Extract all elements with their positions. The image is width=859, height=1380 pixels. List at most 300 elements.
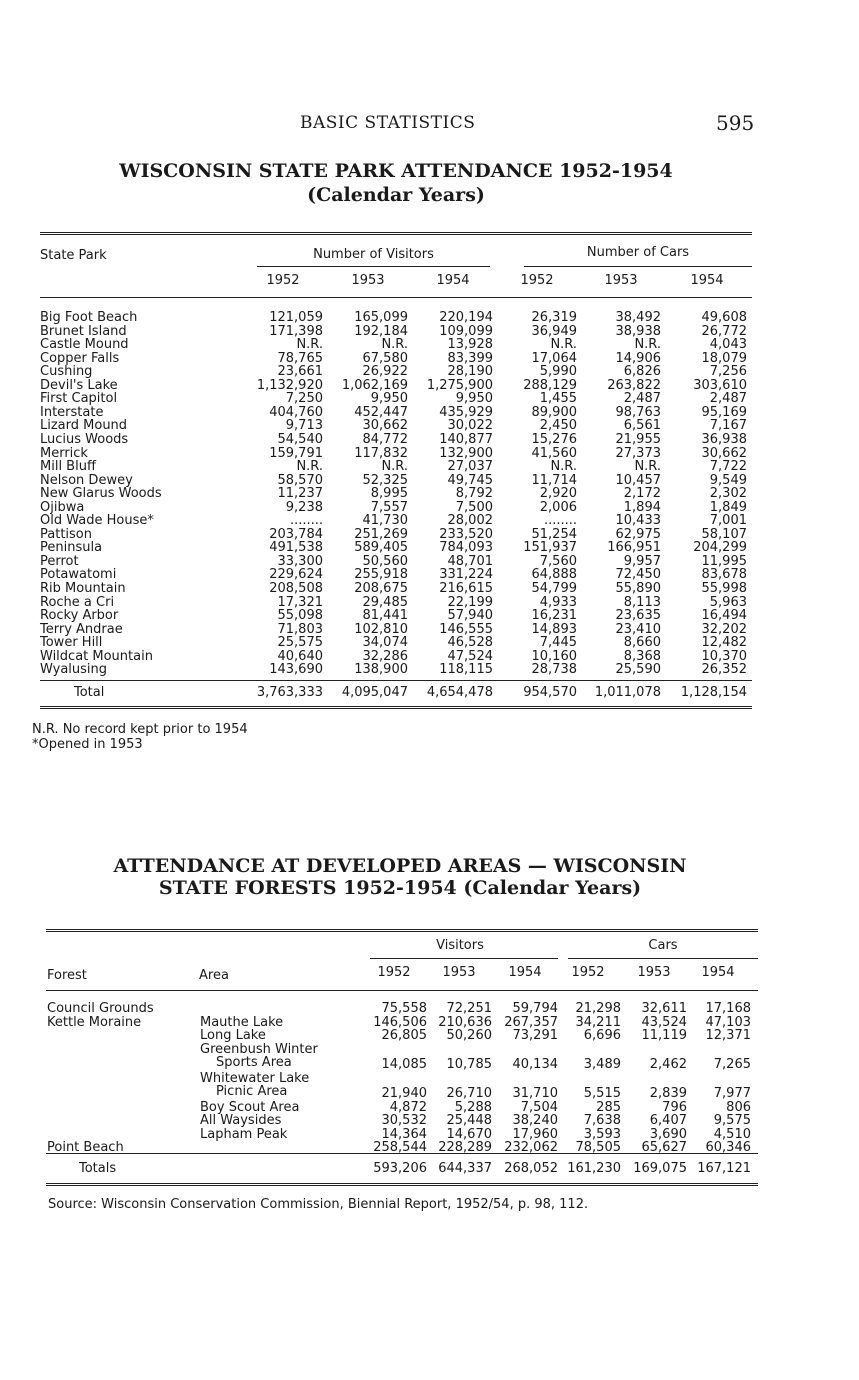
table-cell: 55,098	[277, 608, 323, 624]
table-cell: 1,132,920	[256, 377, 323, 393]
table-cell: 192,184	[354, 323, 408, 339]
table-cell: 48,701	[447, 553, 493, 569]
table1-total-cell: 954,570	[523, 685, 577, 700]
table-cell: 10,370	[701, 648, 747, 664]
forest-name: Kettle Moraine	[47, 1014, 142, 1030]
table-cell: 67,580	[362, 350, 408, 366]
table-cell: 452,447	[354, 404, 408, 420]
table1-total-cell: 3,763,333	[256, 685, 323, 700]
table-cell: 263,822	[607, 377, 661, 393]
table2-year-header: 1954	[508, 965, 542, 980]
table1-year-header: 1952	[520, 273, 554, 288]
table2-group-visitors: Visitors	[436, 938, 484, 953]
table-cell: 9,575	[713, 1113, 751, 1128]
table-cell: 208,675	[354, 581, 408, 596]
table-cell: 23,661	[277, 364, 323, 380]
table-cell: 303,610	[693, 377, 747, 393]
table-cell: 7,557	[370, 499, 408, 515]
table-cell: 11,119	[641, 1028, 687, 1043]
table-cell: 6,826	[623, 364, 661, 380]
table-cell: 49,745	[447, 472, 493, 488]
table-cell: 10,160	[531, 648, 577, 664]
table-cell: 102,810	[354, 621, 408, 637]
table-cell: 28,738	[531, 662, 577, 678]
park-name: Big Foot Beach	[40, 310, 138, 325]
table-cell: 33,300	[277, 553, 323, 569]
table-cell: N.R.	[296, 459, 323, 475]
table-cell: 118,115	[439, 662, 493, 678]
table-cell: 435,929	[439, 404, 493, 420]
table-cell: 7,167	[709, 418, 747, 434]
table1-total-cell: 4,095,047	[341, 685, 408, 700]
table-cell: 26,710	[446, 1086, 492, 1101]
table-cell: 1,849	[709, 499, 747, 515]
park-name: Wyalusing	[40, 662, 108, 678]
area-name-continued: Picnic Area	[216, 1084, 288, 1099]
table1-note-nr: N.R. No record kept prior to 1954	[32, 722, 248, 737]
table2-year-header: 1953	[442, 965, 476, 980]
table-cell: 9,950	[370, 391, 408, 407]
table-cell: 55,998	[701, 581, 747, 596]
table-cell: 146,555	[439, 621, 493, 637]
table-cell: 109,099	[439, 323, 493, 339]
table-cell: 1,275,900	[426, 377, 493, 393]
table1-total-cell: 4,654,478	[426, 685, 493, 700]
table-cell: N.R.	[634, 337, 661, 353]
table-cell: ........	[543, 513, 577, 529]
table-cell: N.R.	[381, 337, 408, 353]
table-cell: 229,624	[269, 567, 323, 583]
area-name-continued: Sports Area	[216, 1055, 292, 1070]
table-cell: 7,001	[709, 513, 747, 529]
park-name: Brunet Island	[40, 323, 127, 339]
table-cell: 34,211	[575, 1014, 621, 1030]
table2-title-line2: STATE FORESTS 1952-1954 (Calendar Years)	[158, 877, 642, 899]
park-name: Tower Hill	[40, 635, 103, 651]
park-name: Ojibwa	[40, 499, 85, 515]
table-cell: 15,276	[531, 431, 577, 447]
table-cell: 5,963	[709, 594, 747, 610]
table-cell: 6,561	[623, 418, 661, 434]
table-cell: 65,627	[641, 1140, 687, 1155]
table-cell: 255,918	[354, 567, 408, 583]
table-cell: 16,494	[701, 608, 747, 624]
park-name: Peninsula	[40, 540, 103, 556]
table-cell: 7,256	[709, 364, 747, 380]
park-name: Roche a Cri	[40, 594, 115, 610]
table-cell: 8,792	[455, 486, 493, 502]
table-cell: 132,900	[439, 445, 493, 461]
table-cell: 216,615	[439, 581, 493, 596]
table-cell: 1,455	[539, 391, 577, 407]
table-cell: 14,085	[381, 1057, 427, 1072]
table-cell: 5,288	[454, 1099, 492, 1115]
table-cell: 34,074	[362, 635, 408, 651]
table-cell: 8,660	[623, 635, 661, 651]
table-cell: 25,448	[446, 1113, 492, 1128]
table2-total-cell: 593,206	[373, 1161, 427, 1176]
table-cell: 204,299	[693, 540, 747, 556]
park-name: Castle Mound	[40, 337, 129, 353]
table-cell: 8,995	[370, 486, 408, 502]
table-cell: 46,528	[447, 635, 493, 651]
table-cell: 806	[726, 1099, 751, 1115]
table-cell: 208,508	[269, 581, 323, 596]
table-cell: N.R.	[296, 337, 323, 353]
area-name: Long Lake	[200, 1028, 266, 1043]
table-cell: 121,059	[269, 310, 323, 325]
table-cell: 143,690	[269, 662, 323, 678]
table-cell: 84,772	[362, 431, 408, 447]
table1-total-label: Total	[74, 685, 105, 700]
table-cell: 210,636	[438, 1014, 492, 1030]
table-cell: N.R.	[550, 337, 577, 353]
table-cell: 10,457	[615, 472, 661, 488]
table-cell: 7,445	[539, 635, 577, 651]
table-cell: 7,722	[709, 459, 747, 475]
table-cell: 6,696	[583, 1028, 621, 1043]
table-cell: 21,940	[381, 1086, 427, 1101]
table-cell: 29,485	[362, 594, 408, 610]
table-cell: ........	[289, 513, 323, 529]
table1-bottom-rule	[40, 706, 752, 709]
table-cell: 14,906	[615, 350, 661, 366]
table-cell: 11,995	[701, 553, 747, 569]
table-cell: 220,194	[439, 310, 493, 325]
table-cell: 49,608	[701, 310, 747, 325]
park-name: New Glarus Woods	[40, 486, 162, 502]
table-cell: 17,321	[277, 594, 323, 610]
table-cell: 159,791	[269, 445, 323, 461]
table-cell: 251,269	[354, 526, 408, 542]
park-name: Perrot	[40, 553, 79, 569]
table1-year-header: 1954	[690, 273, 724, 288]
park-name: Interstate	[40, 404, 104, 420]
table-cell: 71,803	[277, 621, 323, 637]
table-cell: 2,920	[539, 486, 577, 502]
table-cell: 17,168	[705, 1001, 751, 1016]
table-cell: 13,928	[447, 337, 493, 353]
table-cell: 331,224	[439, 567, 493, 583]
table1-year-header: 1954	[436, 273, 470, 288]
running-title: BASIC STATISTICS	[300, 113, 476, 133]
table-cell: 12,371	[705, 1028, 751, 1043]
table2-total-cell: 169,075	[633, 1161, 687, 1176]
table2-title-line1: ATTENDANCE AT DEVELOPED AREAS — WISCONSIN	[113, 855, 687, 877]
table-cell: 2,487	[709, 391, 747, 407]
table-cell: 83,399	[447, 350, 493, 366]
table1-group-cars: Number of Cars	[586, 245, 690, 260]
table-cell: 9,549	[709, 472, 747, 488]
table-cell: 54,799	[531, 581, 577, 596]
table-cell: 89,900	[531, 404, 577, 420]
table-cell: 796	[662, 1099, 687, 1115]
table-cell: 32,611	[641, 1001, 687, 1016]
table-cell: 17,064	[531, 350, 577, 366]
table-cell: 75,558	[381, 1001, 427, 1016]
table-cell: 11,237	[277, 486, 323, 502]
table-cell: 4,872	[389, 1099, 427, 1115]
table-cell: 28,002	[447, 513, 493, 529]
table-cell: 38,492	[615, 310, 661, 325]
table2-total-cell: 161,230	[567, 1161, 621, 1176]
table2-year-header: 1954	[701, 965, 735, 980]
park-name: Nelson Dewey	[40, 472, 133, 488]
table2-total-cell: 167,121	[697, 1161, 751, 1176]
table-cell: 27,037	[447, 459, 493, 475]
table-cell: 3,593	[583, 1126, 621, 1142]
table1-year-header: 1952	[266, 273, 300, 288]
table-cell: 31,710	[512, 1086, 558, 1101]
table-cell: 26,772	[701, 323, 747, 339]
area-name: Boy Scout Area	[200, 1099, 300, 1115]
table-cell: 30,532	[381, 1113, 427, 1128]
table-cell: 38,240	[512, 1113, 558, 1128]
table-cell: 10,785	[446, 1057, 492, 1072]
table-cell: 38,938	[615, 323, 661, 339]
park-name: Rocky Arbor	[40, 608, 119, 624]
table-cell: 228,289	[438, 1140, 492, 1155]
table1-cars-rule	[524, 266, 752, 267]
park-name: Terry Andrae	[40, 621, 123, 637]
table-cell: 50,260	[446, 1028, 492, 1043]
table1-total-cell: 1,128,154	[680, 685, 747, 700]
table2-group-cars: Cars	[648, 938, 678, 953]
park-name: Potawatomi	[40, 567, 117, 583]
area-name: Greenbush Winter	[200, 1041, 318, 1057]
table-cell: 232,062	[504, 1140, 558, 1155]
table2-total-label: Totals	[79, 1161, 117, 1176]
table-cell: 36,949	[531, 323, 577, 339]
table-cell: 14,364	[381, 1126, 427, 1142]
table-cell: 12,482	[701, 635, 747, 651]
table2-forest-header: Forest	[47, 968, 87, 983]
table-cell: 288,129	[523, 377, 577, 393]
table-cell: 2,839	[649, 1086, 687, 1101]
table-cell: 17,960	[512, 1126, 558, 1142]
table-cell: 233,520	[439, 526, 493, 542]
table-cell: 50,560	[362, 553, 408, 569]
table2-total-cell: 644,337	[438, 1161, 492, 1176]
table-cell: 40,640	[277, 648, 323, 664]
table-cell: 73,291	[512, 1028, 558, 1043]
table-cell: 10,433	[615, 513, 661, 529]
park-name: Cushing	[40, 364, 93, 380]
table-cell: 18,079	[701, 350, 747, 366]
park-name: Copper Falls	[40, 350, 120, 366]
table-cell: N.R.	[550, 459, 577, 475]
table1-year-header: 1953	[351, 273, 385, 288]
table-cell: 1,062,169	[341, 377, 408, 393]
table-cell: 26,352	[701, 662, 747, 678]
park-name: Devil's Lake	[40, 377, 118, 393]
table1-year-header: 1953	[604, 273, 638, 288]
table-cell: 7,500	[455, 499, 493, 515]
table-cell: 491,538	[269, 540, 323, 556]
table1-total-rule	[40, 680, 752, 681]
table-cell: 203,784	[269, 526, 323, 542]
table-cell: 62,975	[615, 526, 661, 542]
area-name: Lapham Peak	[200, 1126, 288, 1142]
table-cell: 1,894	[623, 499, 661, 515]
table-cell: 165,099	[354, 310, 408, 325]
table-cell: 7,638	[583, 1113, 621, 1128]
table-cell: 51,254	[531, 526, 577, 542]
table-cell: 7,504	[520, 1099, 558, 1115]
table-cell: 26,805	[381, 1028, 427, 1043]
table-cell: 2,172	[623, 486, 661, 502]
table-cell: 16,231	[531, 608, 577, 624]
table1-note-opened: *Opened in 1953	[32, 737, 143, 752]
table-cell: 2,487	[623, 391, 661, 407]
table-cell: 151,937	[523, 540, 577, 556]
table-cell: 6,407	[649, 1113, 687, 1128]
table-cell: 11,714	[531, 472, 577, 488]
table1-visitors-rule	[257, 266, 490, 267]
table-cell: 2,450	[539, 418, 577, 434]
table-cell: 41,560	[531, 445, 577, 461]
table-cell: 7,265	[713, 1057, 751, 1072]
table2-total-cell: 268,052	[504, 1161, 558, 1176]
forest-name: Point Beach	[47, 1140, 124, 1155]
table-cell: 83,678	[701, 567, 747, 583]
table-cell: 8,368	[623, 648, 661, 664]
table2-year-header: 1953	[637, 965, 671, 980]
park-name: Lucius Woods	[40, 431, 129, 447]
table1-top-rule	[40, 232, 752, 235]
table1-total-cell: 1,011,078	[594, 685, 661, 700]
table-cell: 78,505	[575, 1140, 621, 1155]
table-cell: 285	[596, 1099, 621, 1115]
table-cell: 7,977	[713, 1086, 751, 1101]
table2-year-header: 1952	[571, 965, 605, 980]
table-cell: 2,462	[649, 1057, 687, 1072]
table-cell: 81,441	[362, 608, 408, 624]
table-cell: 9,713	[285, 418, 323, 434]
table-cell: 23,635	[615, 608, 661, 624]
table-cell: 171,398	[269, 323, 323, 339]
page-number: 595	[716, 111, 755, 135]
table-cell: 784,093	[439, 540, 493, 556]
area-name: All Waysides	[200, 1113, 282, 1128]
table-cell: 52,325	[362, 472, 408, 488]
table-cell: 36,938	[701, 431, 747, 447]
table-cell: 146,506	[373, 1014, 427, 1030]
table-cell: 9,957	[623, 553, 661, 569]
table2-visitors-rule	[370, 958, 558, 959]
table-cell: 5,990	[539, 364, 577, 380]
table-cell: 267,357	[504, 1014, 558, 1030]
table-cell: 9,238	[285, 499, 323, 515]
table-cell: 7,250	[285, 391, 323, 407]
park-name: Merrick	[40, 445, 88, 461]
table-cell: 26,319	[531, 310, 577, 325]
table-cell: 166,951	[607, 540, 661, 556]
table-cell: 3,690	[649, 1126, 687, 1142]
table-cell: 25,590	[615, 662, 661, 678]
table-cell: 58,570	[277, 472, 323, 488]
table-cell: 47,103	[705, 1014, 751, 1030]
park-name: Wildcat Mountain	[40, 648, 153, 664]
table-cell: 47,524	[447, 648, 493, 664]
table-cell: 589,405	[354, 540, 408, 556]
table-cell: 78,765	[277, 350, 323, 366]
table1-title: WISCONSIN STATE PARK ATTENDANCE 1952-1954	[119, 160, 673, 182]
table-cell: 117,832	[354, 445, 408, 461]
table-cell: 32,202	[701, 621, 747, 637]
table-cell: 28,190	[447, 364, 493, 380]
table2-header-rule	[46, 990, 758, 991]
table2-year-header: 1952	[377, 965, 411, 980]
table-cell: 21,298	[575, 1001, 621, 1016]
table-cell: 40,134	[512, 1057, 558, 1072]
table-cell: 59,794	[512, 1001, 558, 1016]
forest-name: Council Grounds	[47, 1001, 154, 1016]
table2-cars-rule	[568, 958, 758, 959]
table-cell: 22,199	[447, 594, 493, 610]
table-cell: 5,515	[583, 1086, 621, 1101]
park-name: Rib Mountain	[40, 581, 126, 596]
table-cell: 23,410	[615, 621, 661, 637]
table-cell: 8,113	[623, 594, 661, 610]
table2-total-rule	[46, 1153, 758, 1154]
table-cell: 30,022	[447, 418, 493, 434]
park-name: First Capitol	[40, 391, 118, 407]
table-cell: 30,662	[701, 445, 747, 461]
table-cell: 55,890	[615, 581, 661, 596]
table2-bottom-rule	[46, 1183, 758, 1186]
table-cell: 25,575	[277, 635, 323, 651]
table-cell: 60,346	[705, 1140, 751, 1155]
park-name: Mill Bluff	[40, 459, 96, 475]
table-cell: 7,560	[539, 553, 577, 569]
table-cell: 258,544	[373, 1140, 427, 1155]
table-cell: 14,893	[531, 621, 577, 637]
table-cell: 64,888	[531, 567, 577, 583]
table1-group-visitors: Number of Visitors	[313, 247, 434, 262]
table2-area-header: Area	[199, 968, 229, 983]
table1-header-rule	[40, 297, 752, 298]
park-name: Pattison	[40, 526, 92, 542]
table-cell: 58,107	[701, 526, 747, 542]
park-name: Old Wade House*	[40, 513, 154, 529]
table-cell: N.R.	[381, 459, 408, 475]
table-cell: 30,662	[362, 418, 408, 434]
table-cell: 4,510	[713, 1126, 751, 1142]
park-name: Lizard Mound	[40, 418, 128, 434]
area-name: Mauthe Lake	[200, 1014, 284, 1030]
table-cell: 95,169	[701, 404, 747, 420]
table-cell: 9,950	[455, 391, 493, 407]
area-name: Whitewater Lake	[200, 1070, 310, 1086]
table-cell: 2,302	[709, 486, 747, 502]
table-cell: 404,760	[269, 404, 323, 420]
table-cell: 21,955	[615, 431, 661, 447]
table-cell: 54,540	[277, 431, 323, 447]
table-cell: 27,373	[615, 445, 661, 461]
table-cell: 14,670	[446, 1126, 492, 1142]
table-cell: 72,251	[446, 1001, 492, 1016]
table-cell: 138,900	[354, 662, 408, 678]
table2-top-rule	[46, 929, 758, 932]
table-cell: 32,286	[362, 648, 408, 664]
table2-source-note: Source: Wisconsin Conservation Commission, Biennial Report, 1952/54, p. 98, 112.	[48, 1197, 589, 1212]
table-cell: 41,730	[362, 513, 408, 529]
table-cell: 140,877	[439, 431, 493, 447]
table1-subtitle: (Calendar Years)	[307, 184, 485, 206]
table-cell: 4,043	[709, 337, 747, 353]
table-cell: 3,489	[583, 1057, 621, 1072]
